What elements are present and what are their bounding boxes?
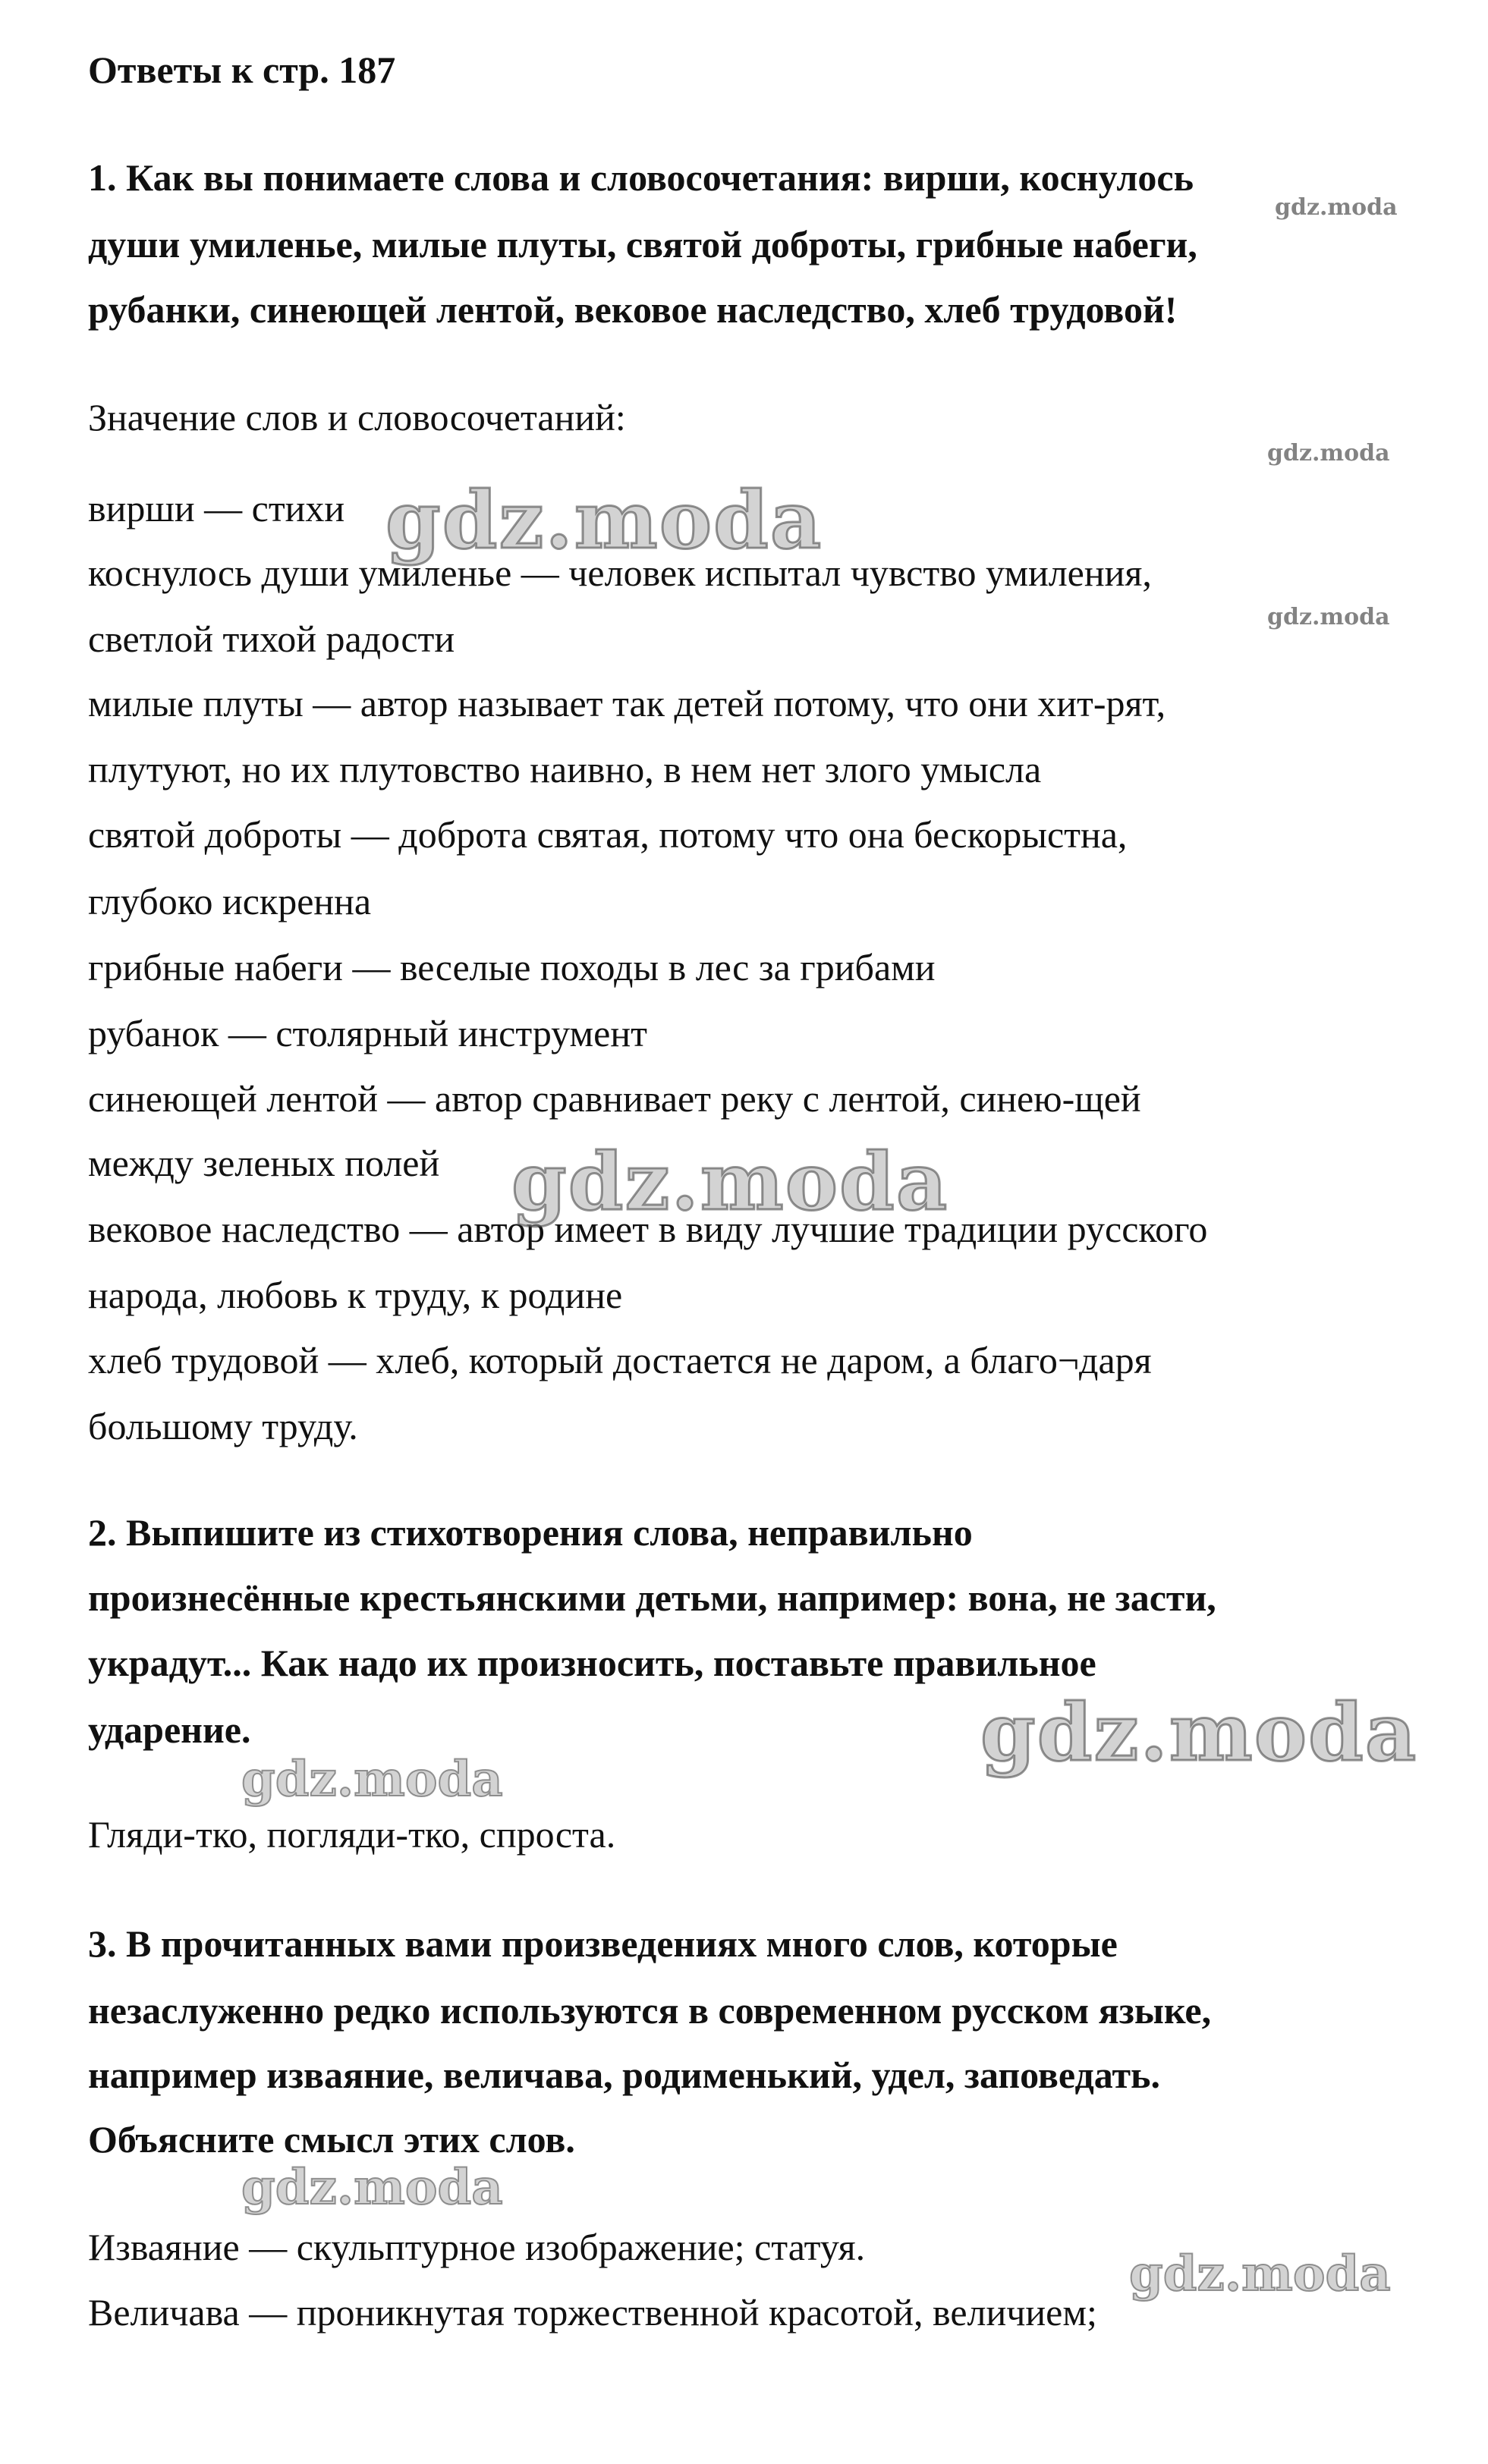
watermark-5: gdz.moda bbox=[511, 1135, 949, 1228]
answer-1-line-7: святой доброты — доброта святая, потому что она бескорыстна, bbox=[88, 813, 1128, 856]
answer-1-line-3: коснулось души умиленье — человек испытал чувство умиления, bbox=[88, 552, 1152, 594]
answer-1-line-12: между зеленых полей bbox=[88, 1142, 440, 1184]
page-title: Ответы к стр. 187 bbox=[88, 49, 396, 91]
watermark-6: gdz.moda bbox=[980, 1686, 1418, 1779]
watermark-3: gdz.moda bbox=[1267, 604, 1390, 630]
question-1-line-3: рубанки, синеющей лентой, вековое наследство, хлеб трудовой! bbox=[88, 288, 1178, 331]
answer-3-line-1: Изваяние — скульптурное изображение; статуя. bbox=[88, 2226, 866, 2268]
question-2-line-3: украдут... Как надо их произносить, поставьте правильное bbox=[88, 1642, 1096, 1684]
answer-1-line-15: хлеб трудовой — хлеб, который достается не даром, а благо¬даря bbox=[88, 1339, 1152, 1381]
answer-1-line-6: плутуют, но их плутовство наивно, в нем нет злого умысла bbox=[88, 748, 1042, 790]
answer-1-line-9: грибные набеги — веселые походы в лес за грибами bbox=[88, 946, 936, 988]
watermark-4: gdz.moda bbox=[385, 473, 823, 567]
answer-3-line-2: Величава — проникнутая торжественной красотой, величием; bbox=[88, 2291, 1097, 2334]
watermark-8: gdz.moda bbox=[241, 2159, 503, 2216]
question-3-line-1: 3. В прочитанных вами произведениях много слов, которые bbox=[88, 1922, 1118, 1965]
answer-1-line-8: глубоко искренна bbox=[88, 880, 372, 922]
question-2-line-1: 2. Выпишите из стихотворения слова, неправильно bbox=[88, 1511, 973, 1554]
answer-1-line-14: народа, любовь к труду, к родине bbox=[88, 1274, 623, 1316]
question-1-line-2: души умиленье, милые плуты, святой доброты, грибные набеги, bbox=[88, 223, 1197, 266]
answer-2-line-1: Гляди-тко, погляди-тко, спроста. bbox=[88, 1813, 616, 1856]
question-2-line-4: ударение. bbox=[88, 1708, 251, 1751]
answer-1-line-5: милые плуты — автор называет так детей потому, что они хит-рят, bbox=[88, 682, 1166, 724]
answer-1-line-13: вековое наследство — автор имеет в виду лучшие традиции русского bbox=[88, 1208, 1208, 1250]
answer-1-line-10: рубанок — столярный инструмент bbox=[88, 1012, 647, 1054]
answer-1-line-16: большому труду. bbox=[88, 1405, 358, 1447]
question-2-line-2: произнесённые крестьянскими детьми, например: вона, не засти, bbox=[88, 1576, 1216, 1619]
watermark-7: gdz.moda bbox=[241, 1751, 503, 1808]
answer-1-line-4: светлой тихой радости bbox=[88, 618, 455, 660]
question-3-line-4: Объясните смысл этих слов. bbox=[88, 2118, 575, 2161]
question-3-line-2: незаслуженно редко используются в современном русском языке, bbox=[88, 1989, 1212, 2032]
question-3-line-3: например изваяние, величава, родименький, удел, заповедать. bbox=[88, 2054, 1160, 2096]
answer-1-line-2: вирши — стихи bbox=[88, 487, 345, 530]
answer-1-line-11: синеющей лентой — автор сравнивает реку с лентой, синею-щей bbox=[88, 1077, 1141, 1120]
question-1-line-1: 1. Как вы понимаете слова и словосочетания: вирши, коснулось bbox=[88, 156, 1194, 199]
watermark-9: gdz.moda bbox=[1129, 2246, 1391, 2302]
watermark-1: gdz.moda bbox=[1275, 194, 1398, 221]
watermark-2: gdz.moda bbox=[1267, 440, 1390, 467]
answer-1-line-1: Значение слов и словосочетаний: bbox=[88, 396, 626, 438]
